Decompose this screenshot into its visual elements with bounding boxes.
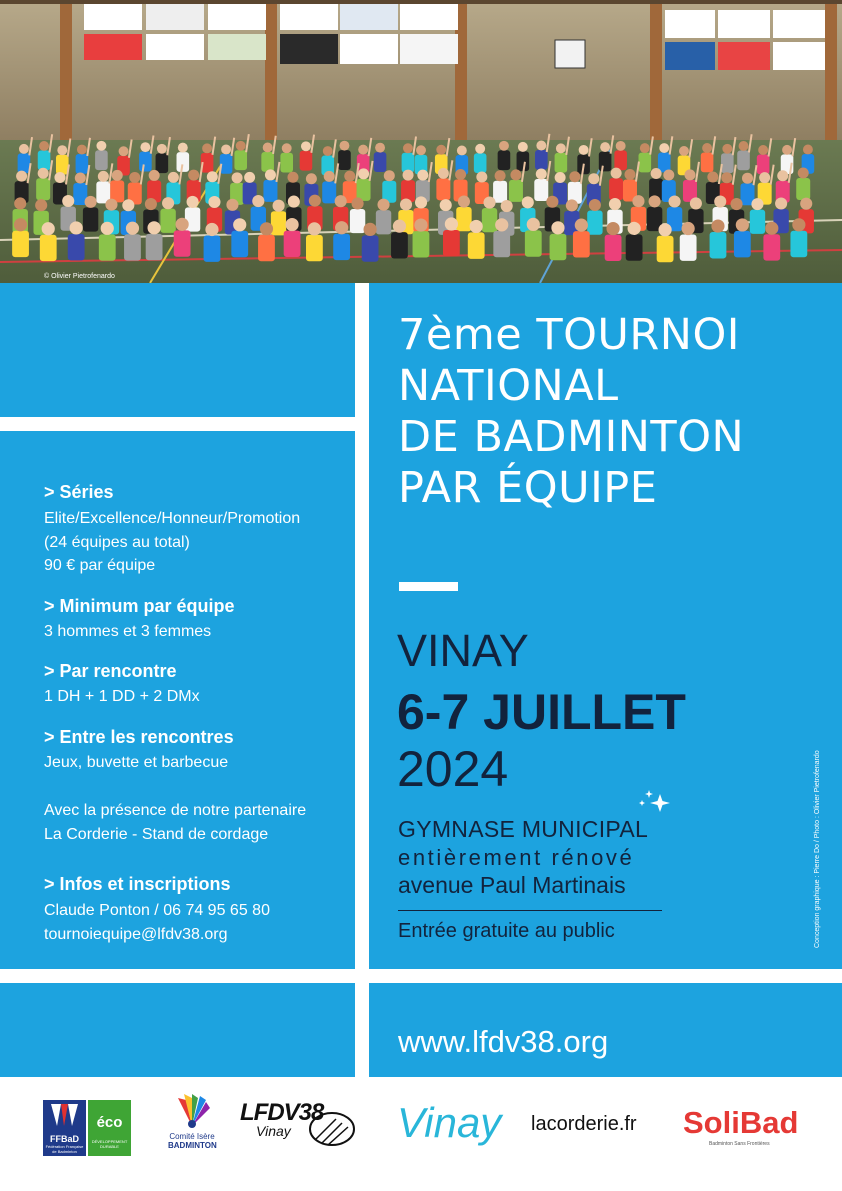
crowd-person bbox=[763, 234, 780, 260]
crowd-person bbox=[599, 152, 612, 172]
crowd-head bbox=[244, 172, 255, 183]
crowd-person bbox=[525, 230, 542, 256]
website-link[interactable]: www.lfdv38.org bbox=[398, 1024, 609, 1059]
crowd-head bbox=[148, 221, 161, 234]
crowd-head bbox=[273, 200, 285, 212]
crowd-person bbox=[626, 234, 643, 260]
crowd-head bbox=[575, 219, 588, 232]
crowd-person bbox=[338, 150, 351, 170]
solibad-sub: Badminton Sans Frontières bbox=[709, 1141, 770, 1147]
crowd-head bbox=[42, 222, 55, 235]
crowd-head bbox=[684, 169, 695, 180]
crowd-head bbox=[483, 196, 495, 208]
crowd-person bbox=[493, 231, 510, 257]
crowd-person bbox=[231, 231, 248, 257]
crowd-head bbox=[640, 143, 650, 153]
minimum-heading: > Minimum par équipe bbox=[44, 596, 235, 616]
crowd-person bbox=[443, 230, 460, 256]
crowd-head bbox=[14, 218, 27, 231]
event-city: VINAY bbox=[397, 625, 529, 676]
vinay-logo: Vinay bbox=[397, 1099, 502, 1146]
crowd-head bbox=[233, 218, 246, 231]
crowd-person bbox=[734, 231, 751, 257]
crowd-head bbox=[659, 143, 669, 153]
crowd-head bbox=[187, 196, 199, 208]
crowd-head bbox=[679, 146, 689, 156]
crowd-person bbox=[498, 150, 511, 170]
crowd-head bbox=[690, 197, 702, 209]
comite-line1: Comité Isère bbox=[169, 1132, 215, 1141]
contact-heading: > Infos et inscriptions bbox=[44, 874, 231, 894]
crowd-head bbox=[14, 197, 26, 209]
eco-sub: DÉVELOPPEMENT DURABLE bbox=[91, 1139, 128, 1149]
crowd-person bbox=[680, 235, 697, 261]
crowd-head bbox=[499, 141, 509, 151]
crowd-head bbox=[476, 171, 487, 182]
crowd-person bbox=[555, 153, 568, 173]
solibad-logo bbox=[683, 1105, 803, 1155]
crowd-head bbox=[736, 218, 749, 231]
crowd-head bbox=[263, 142, 273, 152]
crowd-head bbox=[335, 195, 347, 207]
crowd-person bbox=[280, 153, 293, 173]
crowd-head bbox=[168, 172, 179, 183]
crowd-person bbox=[401, 180, 415, 202]
crowd-person bbox=[350, 209, 365, 233]
crowd-person bbox=[124, 234, 141, 260]
crowd-person bbox=[220, 154, 233, 174]
crowd-head bbox=[39, 141, 49, 151]
crowd-head bbox=[600, 142, 610, 152]
crowd-person bbox=[263, 180, 277, 202]
crowd-person bbox=[258, 235, 275, 261]
crowd-person bbox=[376, 210, 391, 234]
crowd-head bbox=[510, 169, 521, 180]
crowd-person bbox=[146, 234, 163, 260]
crowd-head bbox=[609, 198, 621, 210]
crowd-person bbox=[609, 178, 623, 200]
crowd-head bbox=[54, 172, 65, 183]
crowd-head bbox=[632, 195, 644, 207]
crowd-person bbox=[493, 181, 507, 203]
crowd-head bbox=[624, 169, 635, 180]
crowd-person bbox=[40, 235, 57, 261]
between-heading: > Entre les rencontres bbox=[44, 727, 234, 747]
crowd-head bbox=[707, 172, 718, 183]
crowd-head bbox=[611, 168, 622, 179]
hero-photo bbox=[0, 0, 842, 283]
crowd-person bbox=[284, 231, 301, 257]
crowd-person bbox=[234, 150, 247, 170]
crowd-head bbox=[798, 168, 809, 179]
crowd-person bbox=[56, 155, 69, 175]
crowd-head bbox=[335, 221, 348, 234]
title-line: PAR ÉQUIPE bbox=[398, 463, 658, 513]
crowd-head bbox=[75, 172, 86, 183]
crowd-person bbox=[550, 234, 567, 260]
lfdv-sub: Vinay bbox=[256, 1123, 291, 1139]
crowd-head bbox=[438, 168, 449, 179]
crowd-person bbox=[68, 234, 85, 260]
match-heading: > Par rencontre bbox=[44, 661, 177, 681]
crowd-head bbox=[556, 143, 566, 153]
venue-name: GYMNASE MUNICIPAL bbox=[398, 816, 649, 842]
crowd-head bbox=[714, 196, 726, 208]
crowd-head bbox=[739, 141, 749, 151]
crowd-head bbox=[800, 198, 812, 210]
crowd-person bbox=[12, 231, 29, 257]
crowd-head bbox=[301, 141, 311, 151]
crowd-head bbox=[455, 169, 466, 180]
crowd-head bbox=[16, 171, 27, 182]
crowd-head bbox=[751, 198, 763, 210]
crowd-person bbox=[362, 235, 379, 261]
crowd-head bbox=[119, 146, 129, 156]
design-credit bbox=[812, 750, 828, 950]
crowd-head bbox=[527, 218, 540, 231]
crowd-person bbox=[482, 208, 497, 232]
crowd-person bbox=[721, 153, 734, 173]
between-text: Jeux, buvette et barbecue bbox=[44, 754, 229, 771]
crowd-head bbox=[393, 220, 406, 233]
crowd-head bbox=[445, 217, 458, 230]
crowd-person bbox=[83, 207, 98, 231]
crowd-head bbox=[440, 199, 452, 211]
crowd-head bbox=[628, 222, 641, 235]
ffbad-logo bbox=[43, 1100, 86, 1156]
crowd-person bbox=[796, 178, 810, 200]
crowd-person bbox=[177, 152, 190, 172]
crowd-head bbox=[457, 146, 467, 156]
page-title bbox=[398, 310, 818, 514]
title-line: 7ème TOURNOI bbox=[398, 310, 740, 360]
series-levels: Elite/Excellence/Honneur/Promotion bbox=[44, 510, 301, 527]
crowd-person bbox=[333, 234, 350, 260]
crowd-head bbox=[375, 143, 385, 153]
eco-logo bbox=[88, 1100, 131, 1156]
lfdv38-logo bbox=[240, 1099, 364, 1151]
crowd-head bbox=[19, 144, 29, 154]
crowd-head bbox=[202, 143, 212, 153]
lacorderie-logo[interactable]: lacorderie.fr bbox=[531, 1113, 637, 1135]
crowd-head bbox=[358, 145, 368, 155]
crowd-person bbox=[204, 236, 221, 262]
crowd-head bbox=[62, 195, 74, 207]
crowd-head bbox=[722, 144, 732, 154]
crowd-head bbox=[157, 144, 167, 154]
solibad-label: SoliBad bbox=[683, 1105, 799, 1140]
crowd-head bbox=[282, 143, 292, 153]
crowd-head bbox=[57, 145, 67, 155]
crowd-head bbox=[495, 218, 508, 231]
event-dates: 6-7 JUILLET bbox=[397, 684, 686, 740]
crowd-person bbox=[535, 150, 548, 170]
venue-divider bbox=[398, 910, 662, 911]
crowd-head bbox=[403, 143, 413, 153]
design-credit-text: Conception graphique : Pierre Do / Photo : Olivier Pietrofenardo bbox=[814, 750, 821, 948]
crowd-person bbox=[76, 154, 89, 174]
crowd-person bbox=[271, 211, 286, 235]
crowd-head bbox=[226, 199, 238, 211]
crowd-head bbox=[208, 196, 220, 208]
crowd-person bbox=[402, 153, 415, 173]
venue-status: entièrement rénové bbox=[398, 845, 635, 870]
crowd-person bbox=[436, 178, 450, 200]
crowd-head bbox=[287, 172, 298, 183]
crowd-head bbox=[589, 199, 601, 211]
crowd-person bbox=[605, 235, 622, 261]
crowd-person bbox=[18, 153, 31, 173]
crowd-head bbox=[702, 143, 712, 153]
crowd-head bbox=[339, 141, 349, 151]
crowd-head bbox=[344, 171, 355, 182]
crowd-head bbox=[306, 173, 317, 184]
crowd-person bbox=[474, 153, 487, 173]
crowd-person bbox=[391, 232, 408, 258]
crowd-person bbox=[534, 179, 548, 201]
crowd-head bbox=[758, 145, 768, 155]
crowd-head bbox=[145, 198, 157, 210]
crowd-head bbox=[207, 171, 218, 182]
crowd-head bbox=[651, 168, 662, 179]
crowd-person bbox=[99, 234, 116, 260]
ffbad-shuttle-icon bbox=[43, 1100, 86, 1130]
crowd-person bbox=[517, 151, 530, 171]
crowd-head bbox=[458, 196, 470, 208]
crowd-head bbox=[579, 145, 589, 155]
crowd-head bbox=[775, 197, 787, 209]
crowd-head bbox=[555, 172, 566, 183]
crowd-person bbox=[468, 232, 485, 258]
crowd-head bbox=[417, 170, 428, 181]
crowd-head bbox=[522, 196, 534, 208]
crowd-person bbox=[737, 150, 750, 170]
crowd-head bbox=[588, 173, 599, 184]
crowd-person bbox=[36, 178, 50, 200]
crowd-head bbox=[616, 141, 626, 151]
crowd-head bbox=[122, 199, 134, 211]
crowd-head bbox=[669, 195, 681, 207]
crowd-head bbox=[682, 222, 695, 235]
crowd-head bbox=[606, 222, 619, 235]
crowd-person bbox=[790, 231, 807, 257]
crowd-head bbox=[765, 222, 778, 235]
crowd-head bbox=[70, 221, 83, 234]
series-team-count: (24 équipes au total) bbox=[44, 534, 190, 551]
crowd-person bbox=[174, 230, 191, 256]
crowd-person bbox=[300, 151, 313, 171]
crowd-head bbox=[400, 198, 412, 210]
crowd-head bbox=[98, 171, 109, 182]
crowd-head bbox=[126, 222, 139, 235]
comite-feather-icon bbox=[168, 1092, 216, 1128]
crowd-person bbox=[509, 180, 523, 202]
crowd-person bbox=[322, 181, 336, 203]
crowd-head bbox=[101, 222, 114, 235]
crowd-head bbox=[501, 200, 513, 212]
partner-stand: La Corderie - Stand de cordage bbox=[44, 826, 269, 843]
crowd-person bbox=[413, 231, 430, 257]
crowd-head bbox=[782, 145, 792, 155]
contact-phone: Claude Ponton / 06 74 95 65 80 bbox=[44, 902, 270, 919]
crowd-head bbox=[792, 218, 805, 231]
crowd-person bbox=[573, 231, 590, 257]
crowd-head bbox=[188, 170, 199, 181]
crowd-person bbox=[374, 152, 387, 172]
crowd-person bbox=[139, 152, 152, 172]
crowd-head bbox=[358, 168, 369, 179]
crowd-head bbox=[566, 199, 578, 211]
crowd-head bbox=[77, 145, 87, 155]
crowd-head bbox=[260, 222, 273, 235]
crowd-head bbox=[569, 171, 580, 182]
crowd-head bbox=[96, 141, 106, 151]
crowd-person bbox=[757, 155, 770, 175]
crowd-head bbox=[475, 144, 485, 154]
title-line: DE BADMINTON bbox=[398, 412, 745, 462]
crowd-head bbox=[221, 144, 231, 154]
crowd-head bbox=[416, 145, 426, 155]
crowd-head bbox=[85, 196, 97, 208]
court-block-bottom-left bbox=[0, 983, 355, 1077]
crowd-head bbox=[711, 219, 724, 232]
ffbad-sub: Fédération Française de Badminton bbox=[45, 1144, 84, 1154]
crowd-head bbox=[252, 195, 264, 207]
crowd-head bbox=[663, 169, 674, 180]
crowd-head bbox=[777, 170, 788, 181]
crowd-person bbox=[750, 210, 765, 234]
crowd-head bbox=[495, 170, 506, 181]
crowd-head bbox=[742, 173, 753, 184]
event-year: 2024 bbox=[397, 741, 509, 797]
crowd-head bbox=[759, 172, 770, 183]
crowd-person bbox=[639, 153, 652, 173]
crowd-person bbox=[38, 150, 51, 170]
crowd-person bbox=[587, 211, 602, 235]
crowd-head bbox=[323, 146, 333, 156]
crowd-person bbox=[710, 232, 727, 258]
court-block-top-left bbox=[0, 283, 355, 417]
minimum-text: 3 hommes et 3 femmes bbox=[44, 623, 212, 640]
title-divider bbox=[399, 582, 458, 591]
crowd-head bbox=[265, 169, 276, 180]
crowd-head bbox=[232, 172, 243, 183]
crowd-person bbox=[95, 150, 108, 170]
crowd-head bbox=[721, 172, 732, 183]
crowd-head bbox=[112, 170, 123, 181]
crowd-head bbox=[309, 195, 321, 207]
crowd-person bbox=[701, 152, 714, 172]
crowd-head bbox=[536, 169, 547, 180]
crowd-person bbox=[456, 207, 471, 231]
crowd-head bbox=[105, 199, 117, 211]
free-entry-note: Entrée gratuite au public bbox=[398, 920, 615, 942]
crowd-head bbox=[285, 218, 298, 231]
crowd-person bbox=[657, 236, 674, 262]
crowd-head bbox=[308, 222, 321, 235]
venue-address: avenue Paul Martinais bbox=[398, 872, 626, 898]
series-fee: 90 € par équipe bbox=[44, 557, 156, 574]
sparkle-icon bbox=[634, 788, 674, 818]
eco-label: éco bbox=[96, 1114, 123, 1131]
crowd-head bbox=[364, 223, 377, 236]
crowd-head bbox=[546, 196, 558, 208]
crowd-head bbox=[205, 223, 218, 236]
crowd-head bbox=[803, 145, 813, 155]
series-heading: > Séries bbox=[44, 482, 114, 502]
crowd-head bbox=[324, 171, 335, 182]
photo-credit: © Olivier Pietrofenardo bbox=[44, 273, 115, 280]
gym-crowd-photo bbox=[0, 0, 842, 283]
shuttlecock-icon bbox=[302, 1109, 360, 1149]
crowd-head bbox=[436, 145, 446, 155]
comite-isere-logo bbox=[168, 1092, 216, 1162]
crowd-person bbox=[160, 209, 175, 233]
title-line: NATIONAL bbox=[398, 361, 619, 411]
crowd-head bbox=[658, 223, 671, 236]
crowd-head bbox=[649, 195, 661, 207]
crowd-head bbox=[162, 197, 174, 209]
ffbad-label: FFBaD bbox=[50, 1134, 79, 1144]
crowd-head bbox=[414, 218, 427, 231]
crowd-head bbox=[551, 221, 564, 234]
crowd-head bbox=[403, 170, 414, 181]
crowd-head bbox=[35, 199, 47, 211]
crowd-person bbox=[658, 153, 671, 173]
match-text: 1 DH + 1 DD + 2 DMx bbox=[44, 688, 200, 705]
sponsor-logos bbox=[0, 1077, 842, 1191]
comite-line2: BADMINTON bbox=[168, 1141, 217, 1150]
crowd-head bbox=[178, 143, 188, 153]
crowd-head bbox=[536, 141, 546, 151]
crowd-head bbox=[129, 172, 140, 183]
crowd-person bbox=[614, 150, 627, 170]
crowd-head bbox=[730, 198, 742, 210]
contact-email[interactable]: tournoiequipe@lfdv38.org bbox=[44, 926, 228, 943]
crowd-head bbox=[38, 168, 49, 179]
crowd-head bbox=[518, 142, 528, 152]
crowd-head bbox=[140, 142, 150, 152]
crowd-head bbox=[288, 196, 300, 208]
lfdv-label: LFDV38 bbox=[240, 1099, 324, 1126]
crowd-head bbox=[176, 218, 189, 231]
crowd-head bbox=[352, 197, 364, 209]
crowd-person bbox=[156, 153, 169, 173]
partner-text: Avec la présence de notre partenaire bbox=[44, 802, 307, 819]
crowd-person bbox=[306, 235, 323, 261]
crowd-head bbox=[149, 170, 160, 181]
crowd-head bbox=[415, 196, 427, 208]
crowd-head bbox=[470, 220, 483, 233]
crowd-head bbox=[236, 141, 246, 151]
crowd-head bbox=[377, 199, 389, 211]
crowd-person bbox=[261, 152, 274, 172]
crowd-head bbox=[384, 170, 395, 181]
